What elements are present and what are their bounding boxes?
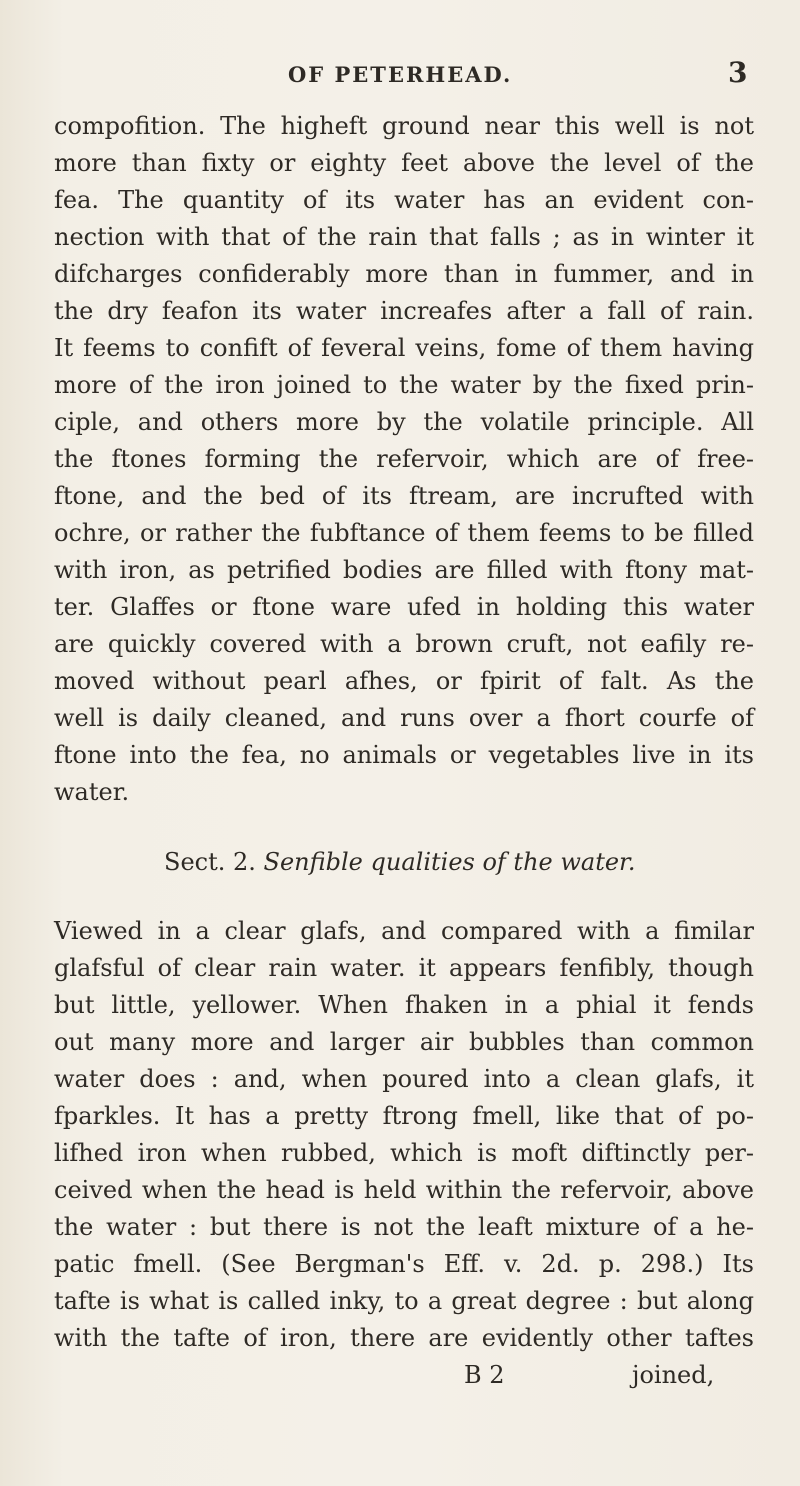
text-line: lifhed iron when rubbed, which is moft diftinctly per- bbox=[54, 1139, 754, 1167]
section-title: Senfible qualities of the water. bbox=[263, 848, 636, 876]
text-line: ciple, and others more by the volatile principle. All bbox=[54, 408, 754, 436]
section-spacer bbox=[54, 883, 754, 913]
signature-mark: B 2 bbox=[464, 1361, 505, 1389]
text-line: the water : but there is not the leaft mixture of a he- bbox=[54, 1213, 754, 1241]
text-line: compofition. The higheft ground near this well is not bbox=[54, 112, 754, 140]
text-line: water does : and, when poured into a clean glafs, it bbox=[54, 1065, 754, 1093]
text-line: nection with that of the rain that falls ; as in winter it bbox=[54, 223, 754, 251]
text-line: fparkles. It has a pretty ftrong fmell, like that of po- bbox=[54, 1102, 754, 1130]
text-line: the ftones forming the refervoir, which are of free- bbox=[54, 445, 754, 473]
text-line: patic fmell. (See Bergman's Eff. v. 2d. p. 298.) Its bbox=[54, 1250, 754, 1278]
text-line: but little, yellower. When fhaken in a phial it fends bbox=[54, 991, 754, 1019]
text-line: ceived when the head is held within the refervoir, above bbox=[54, 1176, 754, 1204]
paragraph-2 bbox=[54, 913, 754, 1357]
text-line: water. bbox=[54, 778, 130, 806]
text-line: well is daily cleaned, and runs over a fhort courfe of bbox=[54, 704, 754, 732]
text-line: difcharges confiderably more than in fummer, and in bbox=[54, 260, 754, 288]
section-heading bbox=[54, 841, 754, 883]
text-line: ftone, and the bed of its ftream, are incrufted with bbox=[54, 482, 754, 510]
text-line: ter. Glaffes or ftone ware ufed in holding this water bbox=[54, 593, 754, 621]
page-footer bbox=[54, 1357, 754, 1394]
text-line: fea. The quantity of its water has an evident con- bbox=[54, 186, 754, 214]
text-line: more of the iron joined to the water by the fixed prin- bbox=[54, 371, 754, 399]
body-text bbox=[54, 108, 754, 1394]
page-header bbox=[0, 56, 800, 102]
text-line: are quickly covered with a brown cruft, not eafily re- bbox=[54, 630, 754, 658]
text-line: ochre, or rather the fubftance of them feems to be filled bbox=[54, 519, 754, 547]
text-line: glafsful of clear rain water. it appears fenfibly, though bbox=[54, 954, 754, 982]
text-line: with the tafte of iron, there are evidently other taftes bbox=[54, 1324, 754, 1352]
running-head: OF PETERHEAD. bbox=[288, 62, 513, 87]
text-line: out many more and larger air bubbles than common bbox=[54, 1028, 754, 1056]
text-line: moved without pearl afhes, or fpirit of falt. As the bbox=[54, 667, 754, 695]
section-number: Sect. 2. bbox=[164, 848, 256, 876]
section-spacer bbox=[54, 811, 754, 841]
text-line: tafte is what is called inky, to a great degree : but along bbox=[54, 1287, 754, 1315]
text-line: ftone into the fea, no animals or vegetables live in its bbox=[54, 741, 754, 769]
text-line: with iron, as petrified bodies are filled with ftony mat- bbox=[54, 556, 754, 584]
page-number: 3 bbox=[728, 56, 748, 89]
catchword: joined, bbox=[632, 1361, 715, 1389]
text-line: Viewed in a clear glafs, and compared with a fimilar bbox=[54, 917, 754, 945]
text-line: more than fixty or eighty feet above the level of the bbox=[54, 149, 754, 177]
text-line: the dry feafon its water increafes after a fall of rain. bbox=[54, 297, 754, 325]
paragraph-1 bbox=[54, 108, 754, 811]
text-line: It feems to confift of feveral veins, fome of them having bbox=[54, 334, 754, 362]
